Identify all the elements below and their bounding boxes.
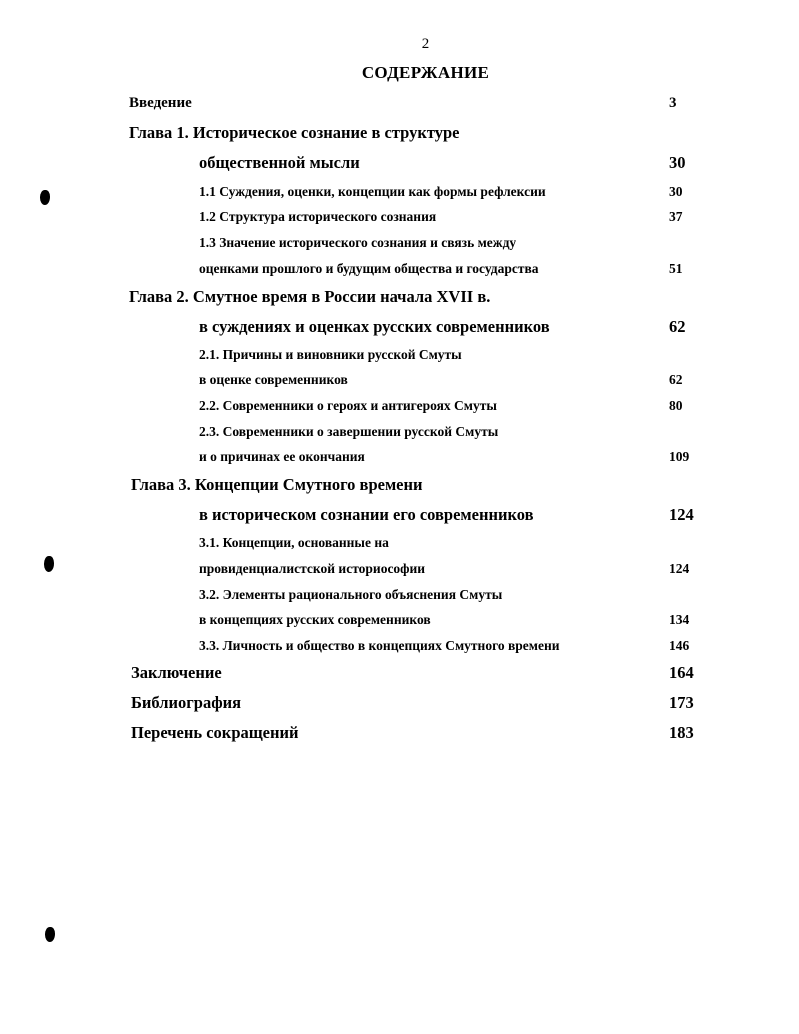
- toc-ch3-s3-label: 3.3. Личность и общество в концепциях Смутного времени: [199, 638, 560, 653]
- toc-intro-label: Введение: [129, 95, 192, 111]
- toc-bibliography-label: Библиография: [131, 693, 242, 712]
- toc-ch1-title-line2: общественной мысли: [199, 153, 360, 172]
- toc-title: СОДЕРЖАНИЕ: [361, 63, 490, 82]
- scan-mark-middle: [44, 556, 54, 572]
- toc-ch1-s2-page: 37: [669, 209, 683, 224]
- toc-ch2-s1-line2: в оценке современников: [199, 372, 348, 387]
- toc-ch2-title-line2: в суждениях и оценках русских современников: [199, 317, 550, 336]
- toc-ch3-s1-line2: провиденциалистской историософии: [199, 561, 426, 576]
- toc-ch1-title-line1: Глава 1. Историческое сознание в структуре: [129, 123, 460, 142]
- toc-conclusion-page: 164: [669, 663, 694, 682]
- toc-ch2-s3-line1: 2.3. Современники о завершении русской Смуты: [199, 424, 499, 439]
- toc-ch3-s3-page: 146: [669, 638, 690, 653]
- toc-ch1-s3-page: 51: [669, 261, 683, 276]
- toc-ch3-s1-line1: 3.1. Концепции, основанные на: [199, 535, 389, 550]
- toc-ch3-s2-line2: в концепциях русских современников: [199, 612, 431, 627]
- toc-ch3-title-line1: Глава 3. Концепции Смутного времени: [131, 475, 423, 494]
- toc-ch1-page: 30: [669, 153, 686, 172]
- toc-ch3-title-line2: в историческом сознании его современников: [199, 505, 534, 524]
- toc-ch1-s2-label: 1.2 Структура исторического сознания: [199, 209, 437, 224]
- toc-ch2-s3-line2: и о причинах ее окончания: [199, 449, 365, 464]
- toc-conclusion-label: Заключение: [131, 663, 222, 682]
- toc-ch2-s3-page: 109: [669, 449, 690, 464]
- toc-abbreviations-page: 183: [669, 723, 694, 742]
- scan-mark-bottom: [45, 927, 55, 942]
- page-number: 2: [421, 36, 430, 52]
- toc-ch3-s2-line1: 3.2. Элементы рационального объяснения Смуты: [199, 587, 503, 602]
- toc-ch2-s1-line1: 2.1. Причины и виновники русской Смуты: [199, 347, 462, 362]
- toc-ch1-s1-page: 30: [669, 184, 683, 199]
- toc-bibliography-page: 173: [669, 693, 694, 712]
- toc-ch2-s2-label: 2.2. Современники о героях и антигероях Смуты: [199, 398, 497, 413]
- toc-ch2-s1-page: 62: [669, 372, 683, 387]
- toc-ch3-s1-page: 124: [669, 561, 690, 576]
- toc-ch1-s1-label: 1.1 Суждения, оценки, концепции как формы рефлексии: [199, 184, 546, 199]
- toc-ch2-title-line1: Глава 2. Смутное время в России начала XVII в.: [129, 287, 491, 306]
- toc-ch1-s3-line1: 1.3 Значение исторического сознания и связь между: [199, 235, 517, 250]
- scan-mark-top: [40, 190, 50, 205]
- toc-ch3-page: 124: [669, 505, 694, 524]
- toc-ch2-s2-page: 80: [669, 398, 683, 413]
- toc-ch1-s3-line2: оценками прошлого и будущим общества и государства: [199, 261, 539, 276]
- toc-ch3-s2-page: 134: [669, 612, 690, 627]
- toc-abbreviations-label: Перечень сокращений: [131, 723, 299, 742]
- toc-ch2-page: 62: [669, 317, 686, 336]
- toc-intro-page: 3: [669, 95, 677, 111]
